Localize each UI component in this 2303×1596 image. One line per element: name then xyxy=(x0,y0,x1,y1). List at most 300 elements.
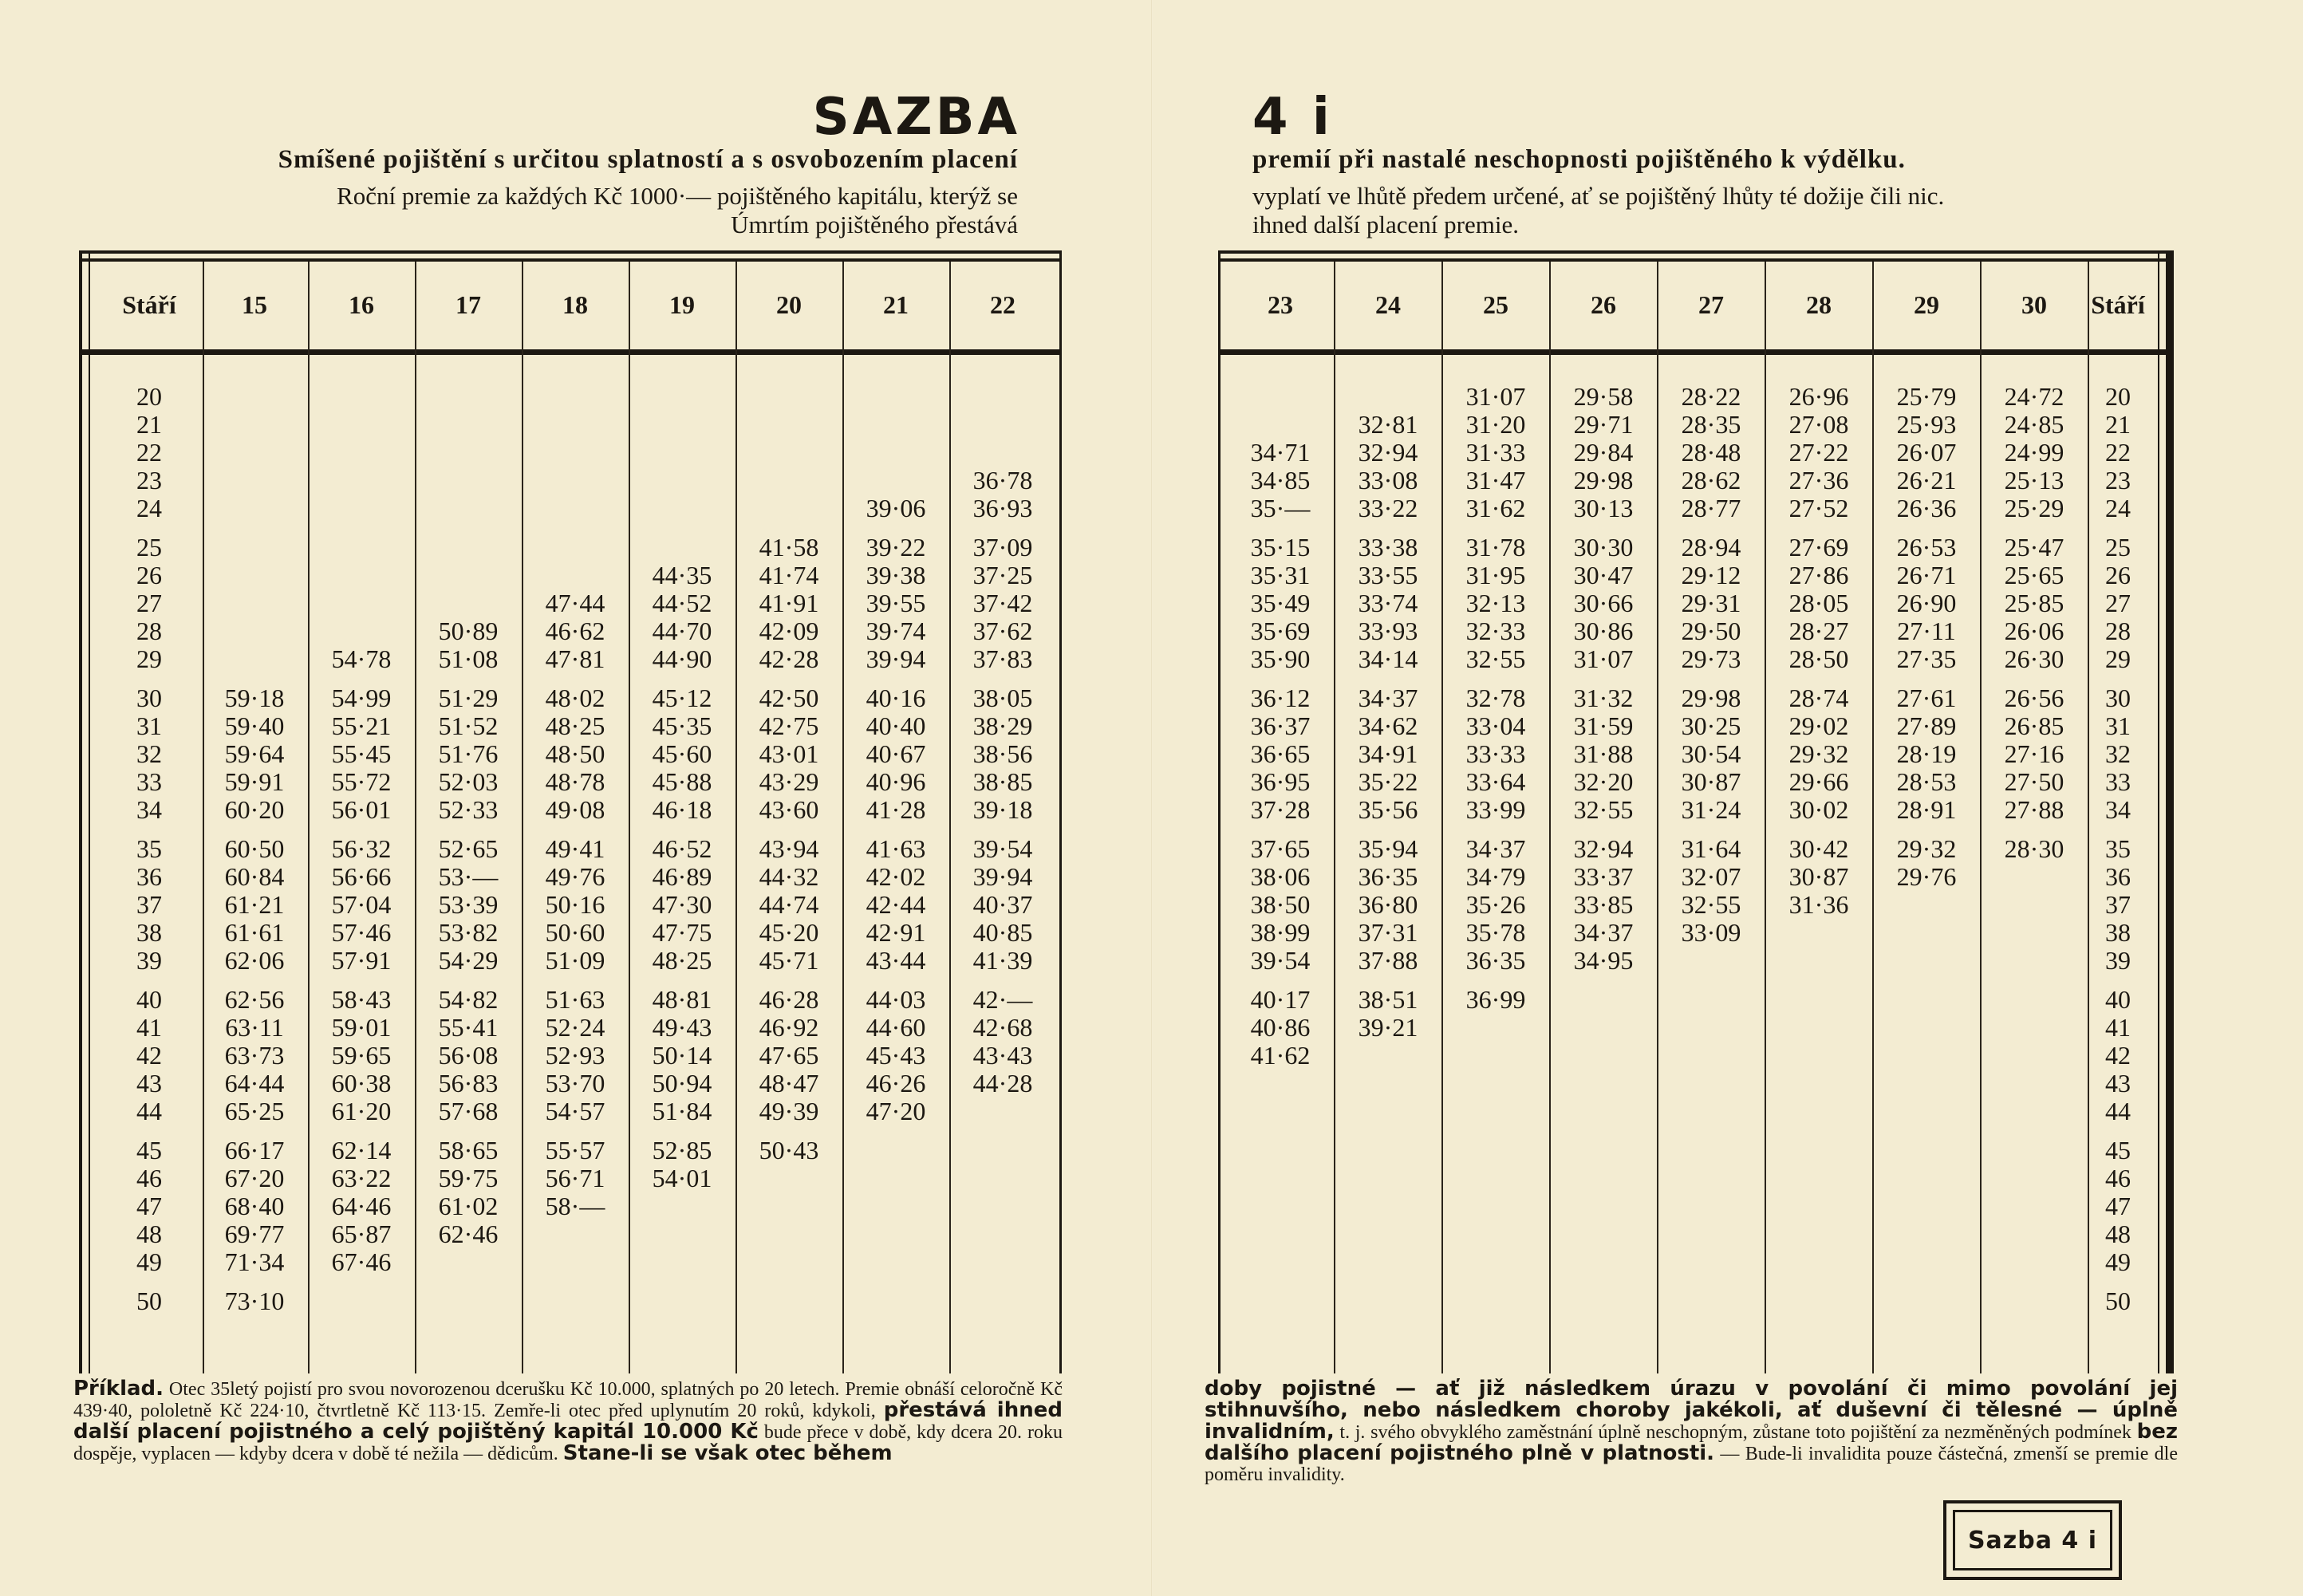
age-value: 22 xyxy=(2105,438,2131,467)
header-term-19: 19 xyxy=(669,290,695,319)
age-value: 20 xyxy=(2105,382,2131,411)
premium-value: 36·35 xyxy=(1358,862,1418,891)
premium-value: 33·85 xyxy=(1573,890,1634,919)
premium-value: 47·44 xyxy=(545,589,605,617)
right-line-2: ihned další placení premie. xyxy=(1252,211,1519,238)
column-divider xyxy=(2088,262,2089,1373)
premium-value: 31·95 xyxy=(1465,561,1526,589)
premium-value: 56·71 xyxy=(545,1164,605,1192)
premium-value: 28·30 xyxy=(2004,834,2064,863)
premium-value: 42·28 xyxy=(759,644,819,673)
age-value: 21 xyxy=(136,410,162,439)
premium-value: 56·08 xyxy=(438,1041,499,1070)
table-top-rule xyxy=(82,258,1059,262)
age-value: 35 xyxy=(136,834,162,863)
premium-value: 35·78 xyxy=(1465,918,1526,947)
table-top-rule xyxy=(1221,258,2166,262)
continuation-bold-1: doby pojistné — ať již následkem úrazu v povolání či mimo povolání jej stihnuvšího, nebo následkem choroby jakékoli, ať duševní či tělesné — úplně invalidním, xyxy=(1205,1377,2178,1444)
premium-value: 34·85 xyxy=(1250,466,1311,495)
premium-value: 38·50 xyxy=(1250,890,1311,919)
premium-value: 57·91 xyxy=(331,946,392,975)
premium-value: 73·10 xyxy=(224,1287,285,1315)
age-value: 33 xyxy=(2105,767,2131,796)
premium-value: 34·14 xyxy=(1358,644,1418,673)
premium-value: 36·37 xyxy=(1250,711,1311,740)
age-value: 23 xyxy=(136,466,162,495)
age-value: 40 xyxy=(136,985,162,1014)
premium-value: 65·87 xyxy=(331,1220,392,1248)
premium-value: 26·06 xyxy=(2004,617,2064,645)
premium-value: 51·08 xyxy=(438,644,499,673)
premium-value: 40·67 xyxy=(866,739,926,768)
premium-value: 61·21 xyxy=(224,890,285,919)
premium-value: 29·02 xyxy=(1788,711,1849,740)
premium-value: 50·60 xyxy=(545,918,605,947)
premium-value: 37·28 xyxy=(1250,795,1311,824)
premium-value: 28·19 xyxy=(1896,739,1957,768)
premium-value: 33·33 xyxy=(1465,739,1526,768)
premium-value: 62·14 xyxy=(331,1136,392,1164)
header-term-23: 23 xyxy=(1268,290,1293,319)
premium-value: 30·47 xyxy=(1573,561,1634,589)
premium-value: 51·63 xyxy=(545,985,605,1014)
premium-value: 44·35 xyxy=(652,561,712,589)
example-bold-3: Stane-li se však otec během xyxy=(562,1441,893,1465)
age-value: 30 xyxy=(2105,684,2131,712)
premium-value: 52·85 xyxy=(652,1136,712,1164)
premium-value: 37·88 xyxy=(1358,946,1418,975)
age-value: 36 xyxy=(2105,862,2131,891)
premium-value: 41·28 xyxy=(866,795,926,824)
premium-value: 25·47 xyxy=(2004,533,2064,562)
premium-value: 29·31 xyxy=(1681,589,1741,617)
premium-value: 43·94 xyxy=(759,834,819,863)
premium-value: 31·36 xyxy=(1788,890,1849,919)
premium-value: 29·66 xyxy=(1788,767,1849,796)
premium-value: 51·29 xyxy=(438,684,499,712)
header-term-22: 22 xyxy=(990,290,1015,319)
premium-value: 47·75 xyxy=(652,918,712,947)
left-line-2: Úmrtím pojištěného přestává xyxy=(731,211,1018,238)
premium-value: 44·32 xyxy=(759,862,819,891)
age-value: 39 xyxy=(2105,946,2131,975)
left-line-1: Roční premie za každých Kč 1000·— pojištěného kapitálu, kterýž se xyxy=(337,182,1018,210)
column-divider xyxy=(735,262,737,1373)
premium-value: 25·85 xyxy=(2004,589,2064,617)
premium-value: 24·99 xyxy=(2004,438,2064,467)
premium-value: 35·22 xyxy=(1358,767,1418,796)
column-divider xyxy=(1765,262,1766,1373)
age-value: 39 xyxy=(136,946,162,975)
premium-value: 32·55 xyxy=(1573,795,1634,824)
premium-value: 25·65 xyxy=(2004,561,2064,589)
premium-value: 31·07 xyxy=(1573,644,1634,673)
premium-value: 43·29 xyxy=(759,767,819,796)
premium-value: 38·85 xyxy=(972,767,1033,796)
age-value: 41 xyxy=(2105,1013,2131,1042)
premium-value: 40·37 xyxy=(972,890,1033,919)
premium-value: 59·75 xyxy=(438,1164,499,1192)
premium-value: 44·28 xyxy=(972,1069,1033,1097)
premium-value: 32·81 xyxy=(1358,410,1418,439)
age-value: 50 xyxy=(136,1287,162,1315)
premium-value: 46·62 xyxy=(545,617,605,645)
premium-value: 42·75 xyxy=(759,711,819,740)
age-value: 24 xyxy=(136,494,162,522)
age-value: 37 xyxy=(2105,890,2131,919)
premium-value: 28·91 xyxy=(1896,795,1957,824)
premium-value: 62·56 xyxy=(224,985,285,1014)
premium-value: 59·18 xyxy=(224,684,285,712)
premium-value: 64·44 xyxy=(224,1069,285,1097)
premium-value: 48·25 xyxy=(545,711,605,740)
premium-value: 27·89 xyxy=(1896,711,1957,740)
premium-value: 26·71 xyxy=(1896,561,1957,589)
premium-value: 49·08 xyxy=(545,795,605,824)
premium-value: 55·45 xyxy=(331,739,392,768)
example-label: Příklad. xyxy=(73,1377,164,1401)
premium-value: 36·35 xyxy=(1465,946,1526,975)
premium-value: 32·94 xyxy=(1573,834,1634,863)
premium-value: 38·56 xyxy=(972,739,1033,768)
column-divider xyxy=(1549,262,1551,1373)
column-divider xyxy=(522,262,523,1373)
premium-value: 26·53 xyxy=(1896,533,1957,562)
premium-value: 51·09 xyxy=(545,946,605,975)
left-page xyxy=(0,0,1151,1596)
header-term-26: 26 xyxy=(1591,290,1616,319)
table-left-rule xyxy=(89,254,90,1373)
premium-value: 28·77 xyxy=(1681,494,1741,522)
premium-value: 43·43 xyxy=(972,1041,1033,1070)
premium-value: 31·59 xyxy=(1573,711,1634,740)
premium-value: 63·22 xyxy=(331,1164,392,1192)
premium-value: 30·13 xyxy=(1573,494,1634,522)
premium-value: 46·18 xyxy=(652,795,712,824)
age-value: 47 xyxy=(2105,1192,2131,1220)
age-value: 26 xyxy=(2105,561,2131,589)
premium-value: 45·20 xyxy=(759,918,819,947)
premium-value: 46·89 xyxy=(652,862,712,891)
premium-value: 33·99 xyxy=(1465,795,1526,824)
premium-value: 39·55 xyxy=(866,589,926,617)
premium-value: 28·53 xyxy=(1896,767,1957,796)
premium-value: 36·99 xyxy=(1465,985,1526,1014)
example-text-1: Otec 35letý pojistí pro svou novorozenou dcerušku Kč 10.000, splatných po 20 letech. Premie obnáší celoročně Kč 439·40, pololetně Kč 224·10, čtvrtletně Kč 113·15. Zemře-li otec před uplynutím 20 roků, kdykoli, xyxy=(73,1379,1063,1421)
premium-value: 33·08 xyxy=(1358,466,1418,495)
premium-value: 31·47 xyxy=(1465,466,1526,495)
age-value: 42 xyxy=(136,1041,162,1070)
premium-value: 31·78 xyxy=(1465,533,1526,562)
sazba-label-box xyxy=(1943,1500,2122,1580)
premium-value: 33·04 xyxy=(1465,711,1526,740)
premium-value: 46·28 xyxy=(759,985,819,1014)
premium-value: 30·02 xyxy=(1788,795,1849,824)
age-value: 28 xyxy=(136,617,162,645)
premium-value: 27·35 xyxy=(1896,644,1957,673)
premium-value: 32·94 xyxy=(1358,438,1418,467)
premium-value: 39·18 xyxy=(972,795,1033,824)
premium-value: 25·93 xyxy=(1896,410,1957,439)
premium-value: 42·— xyxy=(972,985,1033,1014)
premium-value: 28·27 xyxy=(1788,617,1849,645)
premium-value: 59·01 xyxy=(331,1013,392,1042)
premium-value: 57·46 xyxy=(331,918,392,947)
age-value: 26 xyxy=(136,561,162,589)
premium-value: 49·76 xyxy=(545,862,605,891)
premium-value: 39·94 xyxy=(866,644,926,673)
premium-value: 26·56 xyxy=(2004,684,2064,712)
age-value: 31 xyxy=(136,711,162,740)
premium-value: 35·31 xyxy=(1250,561,1311,589)
age-value: 40 xyxy=(2105,985,2131,1014)
premium-value: 39·54 xyxy=(972,834,1033,863)
premium-value: 36·95 xyxy=(1250,767,1311,796)
premium-value: 44·70 xyxy=(652,617,712,645)
premium-value: 39·22 xyxy=(866,533,926,562)
premium-value: 35·94 xyxy=(1358,834,1418,863)
premium-value: 42·02 xyxy=(866,862,926,891)
premium-value: 38·51 xyxy=(1358,985,1418,1014)
column-divider xyxy=(1657,262,1658,1373)
premium-value: 27·08 xyxy=(1788,410,1849,439)
premium-value: 41·58 xyxy=(759,533,819,562)
age-value: 27 xyxy=(136,589,162,617)
header-term-18: 18 xyxy=(562,290,588,319)
premium-value: 43·01 xyxy=(759,739,819,768)
premium-value: 30·87 xyxy=(1681,767,1741,796)
premium-value: 34·37 xyxy=(1465,834,1526,863)
header-age: Stáří xyxy=(122,290,176,319)
age-value: 50 xyxy=(2105,1287,2131,1315)
age-value: 45 xyxy=(136,1136,162,1164)
age-value: 33 xyxy=(136,767,162,796)
premium-value: 34·37 xyxy=(1573,918,1634,947)
premium-value: 55·57 xyxy=(545,1136,605,1164)
right-heading: 4 i xyxy=(1252,88,1333,147)
age-value: 43 xyxy=(2105,1069,2131,1097)
right-line-1: vyplatí ve lhůtě předem určené, ať se pojištěný lhůty té dožije čili nic. xyxy=(1252,182,1945,210)
age-value: 35 xyxy=(2105,834,2131,863)
premium-value: 52·24 xyxy=(545,1013,605,1042)
premium-value: 54·82 xyxy=(438,985,499,1014)
column-divider xyxy=(842,262,844,1373)
premium-value: 34·91 xyxy=(1358,739,1418,768)
header-term-24: 24 xyxy=(1375,290,1401,319)
premium-value: 61·20 xyxy=(331,1097,392,1125)
premium-value: 35·90 xyxy=(1250,644,1311,673)
premium-value: 45·43 xyxy=(866,1041,926,1070)
premium-value: 60·38 xyxy=(331,1069,392,1097)
premium-value: 54·29 xyxy=(438,946,499,975)
premium-value: 29·98 xyxy=(1681,684,1741,712)
premium-value: 53·82 xyxy=(438,918,499,947)
premium-value: 30·66 xyxy=(1573,589,1634,617)
column-divider xyxy=(415,262,416,1373)
column-divider xyxy=(1441,262,1443,1373)
header-term-30: 30 xyxy=(2021,290,2047,319)
premium-value: 48·02 xyxy=(545,684,605,712)
premium-value: 39·74 xyxy=(866,617,926,645)
premium-value: 67·46 xyxy=(331,1247,392,1276)
premium-value: 61·61 xyxy=(224,918,285,947)
age-value: 42 xyxy=(2105,1041,2131,1070)
premium-value: 59·91 xyxy=(224,767,285,796)
premium-value: 47·20 xyxy=(866,1097,926,1125)
premium-value: 62·46 xyxy=(438,1220,499,1248)
age-value: 20 xyxy=(136,382,162,411)
premium-value: 32·20 xyxy=(1573,767,1634,796)
premium-value: 49·41 xyxy=(545,834,605,863)
premium-value: 58·65 xyxy=(438,1136,499,1164)
premium-value: 50·89 xyxy=(438,617,499,645)
premium-value: 35·49 xyxy=(1250,589,1311,617)
premium-value: 58·43 xyxy=(331,985,392,1014)
premium-value: 45·12 xyxy=(652,684,712,712)
premium-value: 56·83 xyxy=(438,1069,499,1097)
premium-value: 39·94 xyxy=(972,862,1033,891)
premium-value: 26·30 xyxy=(2004,644,2064,673)
premium-value: 33·74 xyxy=(1358,589,1418,617)
premium-value: 35·56 xyxy=(1358,795,1418,824)
premium-value: 53·39 xyxy=(438,890,499,919)
right-subtitle: premií při nastalé neschopnosti pojištěného k výdělku. xyxy=(1252,145,1906,174)
left-subtitle: Smíšené pojištění s určitou splatností a s osvobozením placení xyxy=(278,145,1018,174)
premium-value: 52·33 xyxy=(438,795,499,824)
age-value: 46 xyxy=(2105,1164,2131,1192)
premium-value: 29·58 xyxy=(1573,382,1634,411)
premium-value: 50·43 xyxy=(759,1136,819,1164)
age-value: 38 xyxy=(2105,918,2131,947)
header-term-16: 16 xyxy=(349,290,374,319)
premium-value: 32·07 xyxy=(1681,862,1741,891)
premium-value: 26·07 xyxy=(1896,438,1957,467)
premium-value: 30·87 xyxy=(1788,862,1849,891)
premium-value: 27·69 xyxy=(1788,533,1849,562)
premium-value: 30·25 xyxy=(1681,711,1741,740)
premium-value: 32·55 xyxy=(1465,644,1526,673)
premium-value: 27·11 xyxy=(1897,617,1956,645)
premium-value: 30·30 xyxy=(1573,533,1634,562)
premium-value: 26·85 xyxy=(2004,711,2064,740)
age-value: 48 xyxy=(136,1220,162,1248)
premium-value: 41·63 xyxy=(866,834,926,863)
column-divider xyxy=(203,262,204,1373)
premium-value: 40·85 xyxy=(972,918,1033,947)
column-divider xyxy=(629,262,630,1373)
premium-value: 33·64 xyxy=(1465,767,1526,796)
premium-value: 42·68 xyxy=(972,1013,1033,1042)
age-value: 41 xyxy=(136,1013,162,1042)
premium-value: 31·64 xyxy=(1681,834,1741,863)
premium-value: 46·52 xyxy=(652,834,712,863)
premium-value: 37·83 xyxy=(972,644,1033,673)
premium-value: 65·25 xyxy=(224,1097,285,1125)
premium-value: 49·39 xyxy=(759,1097,819,1125)
premium-value: 62·06 xyxy=(224,946,285,975)
premium-value: 47·65 xyxy=(759,1041,819,1070)
premium-value: 29·12 xyxy=(1681,561,1741,589)
header-term-28: 28 xyxy=(1806,290,1832,319)
premium-value: 26·36 xyxy=(1896,494,1957,522)
age-value: 32 xyxy=(2105,739,2131,768)
premium-value: 68·40 xyxy=(224,1192,285,1220)
age-value: 24 xyxy=(2105,494,2131,522)
premium-value: 59·40 xyxy=(224,711,285,740)
premium-value: 31·20 xyxy=(1465,410,1526,439)
premium-value: 54·78 xyxy=(331,644,392,673)
premium-value: 50·94 xyxy=(652,1069,712,1097)
premium-value: 45·71 xyxy=(759,946,819,975)
premium-value: 39·21 xyxy=(1358,1013,1418,1042)
premium-value: 36·93 xyxy=(972,494,1033,522)
premium-value: 37·42 xyxy=(972,589,1033,617)
premium-value: 37·09 xyxy=(972,533,1033,562)
premium-value: 61·02 xyxy=(438,1192,499,1220)
premium-value: 31·33 xyxy=(1465,438,1526,467)
header-term-15: 15 xyxy=(242,290,267,319)
premium-value: 42·50 xyxy=(759,684,819,712)
premium-value: 63·11 xyxy=(225,1013,284,1042)
age-value: 45 xyxy=(2105,1136,2131,1164)
premium-value: 28·74 xyxy=(1788,684,1849,712)
premium-value: 37·65 xyxy=(1250,834,1311,863)
premium-value: 54·57 xyxy=(545,1097,605,1125)
age-value: 31 xyxy=(2105,711,2131,740)
age-value: 32 xyxy=(136,739,162,768)
premium-value: 57·68 xyxy=(438,1097,499,1125)
premium-value: 26·21 xyxy=(1896,466,1957,495)
premium-value: 27·16 xyxy=(2004,739,2064,768)
header-age: Stáří xyxy=(2091,290,2145,319)
premium-value: 47·30 xyxy=(652,890,712,919)
premium-value: 55·72 xyxy=(331,767,392,796)
premium-value: 52·65 xyxy=(438,834,499,863)
example-bold-2: přestává ihned další placení pojistného a celý pojištěný kapitál 10.000 Kč xyxy=(73,1398,1063,1444)
premium-value: 32·55 xyxy=(1681,890,1741,919)
premium-value: 28·22 xyxy=(1681,382,1741,411)
column-divider xyxy=(1872,262,1874,1373)
premium-value: 32·78 xyxy=(1465,684,1526,712)
premium-value: 50·16 xyxy=(545,890,605,919)
age-value: 28 xyxy=(2105,617,2131,645)
premium-value: 40·16 xyxy=(866,684,926,712)
premium-value: 34·62 xyxy=(1358,711,1418,740)
premium-value: 51·52 xyxy=(438,711,499,740)
premium-value: 42·44 xyxy=(866,890,926,919)
continuation-text-1: t. j. svého obvyklého zaměstnání úplně neschopným, zůstane toto pojištění za nezměněných podmínek xyxy=(1334,1422,2137,1443)
premium-value: 32·33 xyxy=(1465,617,1526,645)
column-divider xyxy=(1980,262,1982,1373)
premium-value: 54·99 xyxy=(331,684,392,712)
premium-value: 48·81 xyxy=(652,985,712,1014)
premium-value: 44·90 xyxy=(652,644,712,673)
premium-value: 59·64 xyxy=(224,739,285,768)
premium-value: 29·32 xyxy=(1896,834,1957,863)
premium-value: 36·78 xyxy=(972,466,1033,495)
premium-value: 41·91 xyxy=(759,589,819,617)
column-divider xyxy=(949,262,951,1373)
header-term-17: 17 xyxy=(455,290,481,319)
premium-value: 29·73 xyxy=(1681,644,1741,673)
example-text-2: bude přece v době, kdy dcera 20. roku dospěje, vyplacen — kdyby dcera v době té nežila — dědicům. xyxy=(73,1422,1063,1464)
premium-value: 45·60 xyxy=(652,739,712,768)
premium-value: 36·12 xyxy=(1250,684,1311,712)
premium-value: 36·65 xyxy=(1250,739,1311,768)
premium-value: 44·74 xyxy=(759,890,819,919)
premium-value: 41·74 xyxy=(759,561,819,589)
age-value: 25 xyxy=(136,533,162,562)
